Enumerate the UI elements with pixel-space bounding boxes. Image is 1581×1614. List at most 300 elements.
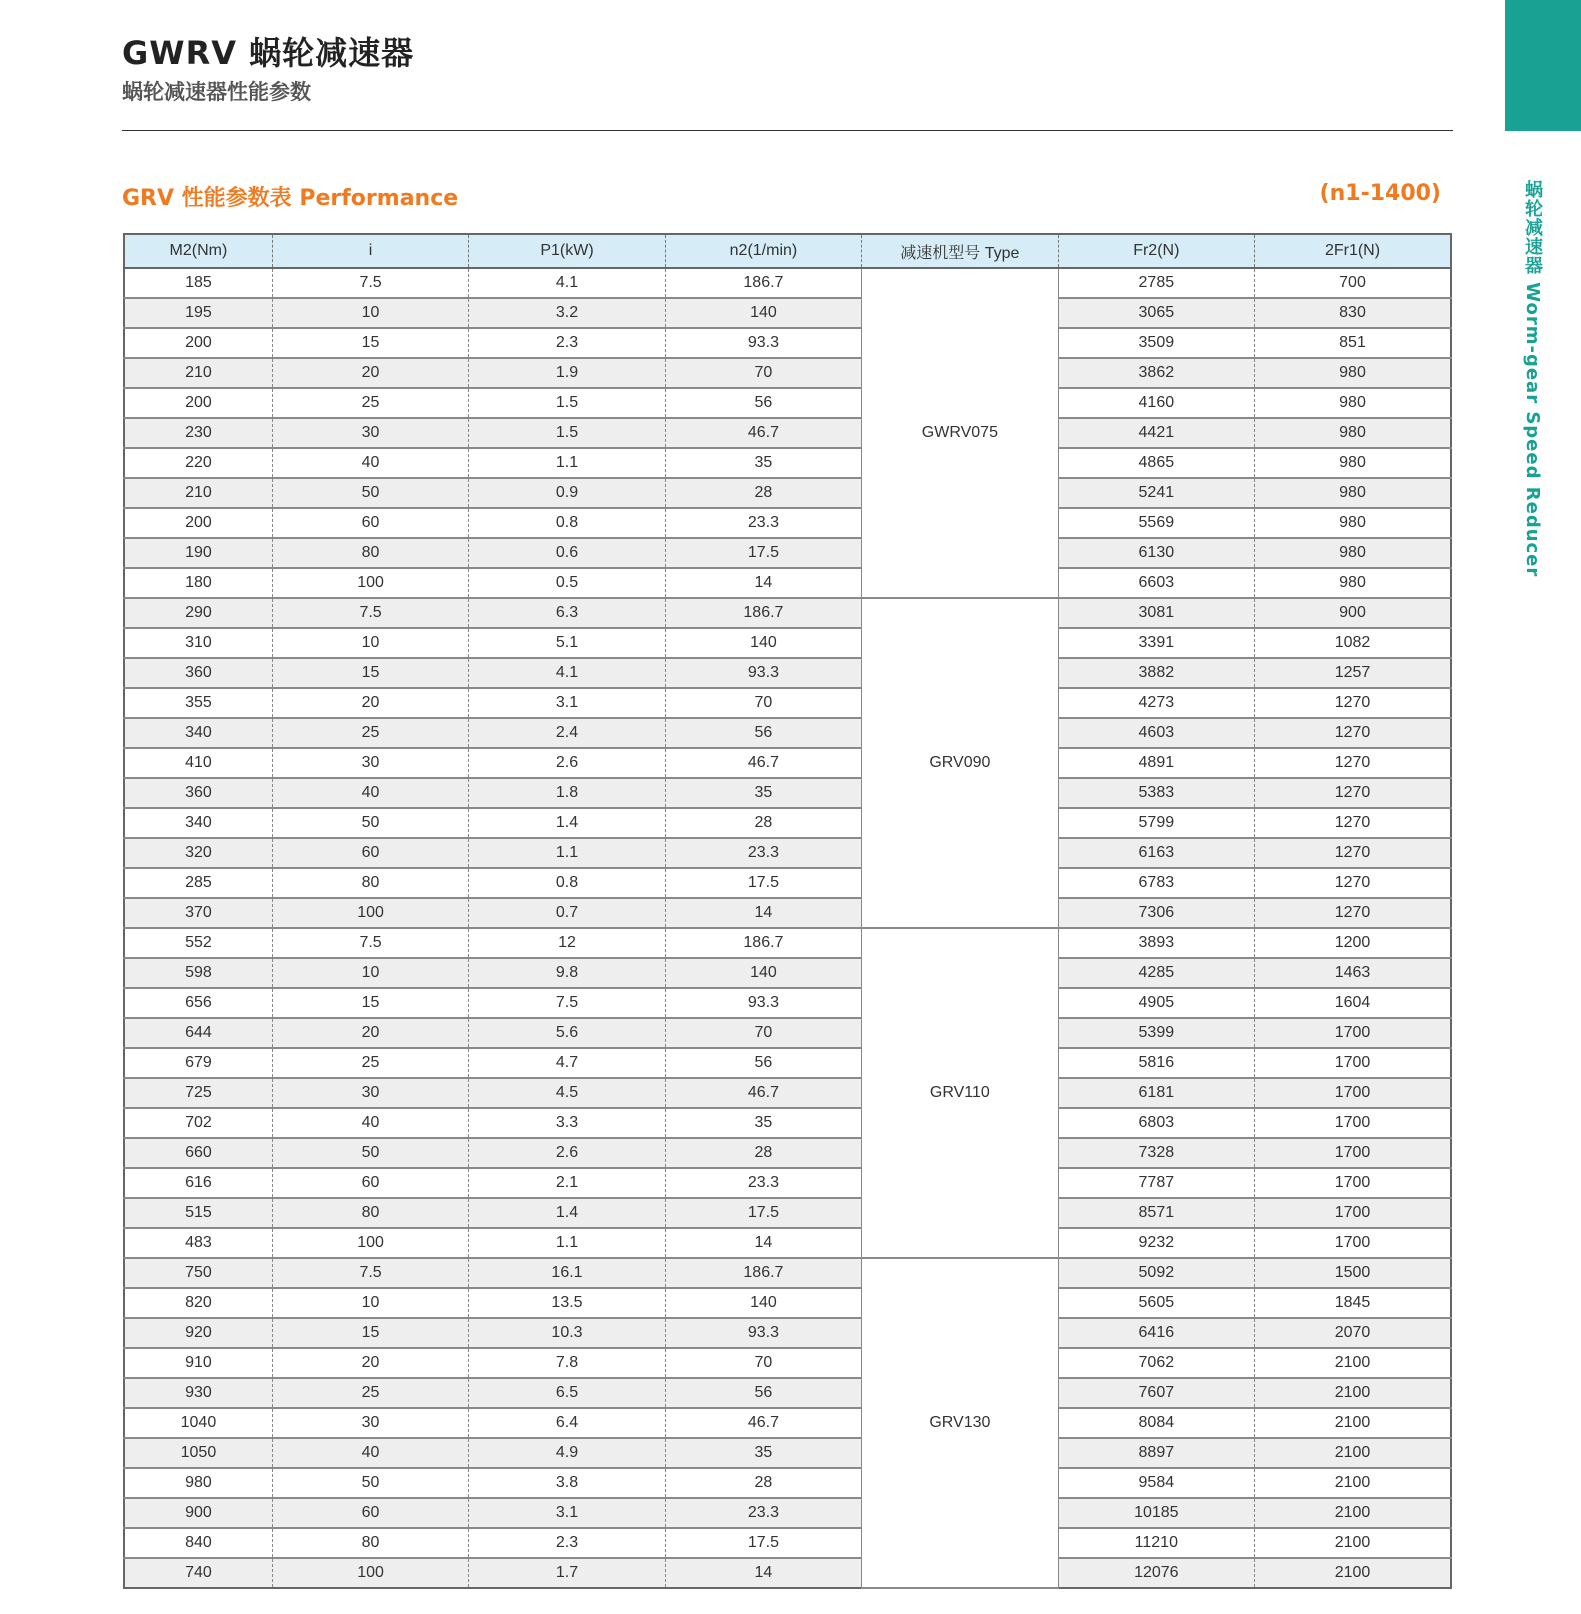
- table-cell: 35: [665, 448, 861, 478]
- table-cell: 5605: [1058, 1288, 1254, 1318]
- table-row: [124, 1408, 1451, 1438]
- table-cell: 46.7: [665, 748, 861, 778]
- table-cell: 4.1: [469, 658, 665, 688]
- table-row: [124, 478, 1451, 508]
- table-cell: 290: [124, 598, 272, 628]
- table-row: [124, 1288, 1451, 1318]
- table-cell: 6416: [1058, 1318, 1254, 1348]
- page-subtitle: 蜗轮减速器性能参数: [122, 80, 311, 104]
- table-row: [124, 1468, 1451, 1498]
- table-cell: 1.4: [469, 808, 665, 838]
- table-cell: 1.9: [469, 358, 665, 388]
- table-cell: 8084: [1058, 1408, 1254, 1438]
- table-row: [124, 1438, 1451, 1468]
- table-cell: 616: [124, 1168, 272, 1198]
- table-cell: 1.1: [469, 448, 665, 478]
- table-cell: 4273: [1058, 688, 1254, 718]
- table-cell: 1082: [1255, 628, 1451, 658]
- table-cell: 25: [272, 1048, 468, 1078]
- column-header: Fr2(N): [1058, 234, 1254, 268]
- table-row: [124, 808, 1451, 838]
- table-cell: 93.3: [665, 1318, 861, 1348]
- table-cell: 1257: [1255, 658, 1451, 688]
- table-cell: 310: [124, 628, 272, 658]
- table-cell: 200: [124, 388, 272, 418]
- table-cell: 200: [124, 508, 272, 538]
- table-cell: 15: [272, 988, 468, 1018]
- table-cell: 50: [272, 1138, 468, 1168]
- table-row: [124, 988, 1451, 1018]
- table-cell: 10185: [1058, 1498, 1254, 1528]
- table-cell: 410: [124, 748, 272, 778]
- table-cell: 17.5: [665, 1528, 861, 1558]
- table-cell: 30: [272, 1078, 468, 1108]
- table-cell: 8571: [1058, 1198, 1254, 1228]
- table-cell: 4905: [1058, 988, 1254, 1018]
- table-cell: 70: [665, 1348, 861, 1378]
- table-row: [124, 928, 1451, 958]
- table-row: [124, 778, 1451, 808]
- table-cell: 320: [124, 838, 272, 868]
- table-cell: 140: [665, 628, 861, 658]
- table-cell: 220: [124, 448, 272, 478]
- table-row: [124, 838, 1451, 868]
- table-cell: 200: [124, 328, 272, 358]
- column-header: P1(kW): [469, 234, 665, 268]
- table-cell: 2.3: [469, 328, 665, 358]
- table-cell: 2070: [1255, 1318, 1451, 1348]
- table-cell: 10: [272, 958, 468, 988]
- table-cell: 5399: [1058, 1018, 1254, 1048]
- table-cell: 4160: [1058, 388, 1254, 418]
- table-cell: 1270: [1255, 778, 1451, 808]
- table-cell: 370: [124, 898, 272, 928]
- table-cell: 6603: [1058, 568, 1254, 598]
- table-cell: 100: [272, 568, 468, 598]
- table-row: [124, 1168, 1451, 1198]
- table-cell: 35: [665, 1438, 861, 1468]
- table-cell: 10: [272, 298, 468, 328]
- table-cell: 7.5: [272, 1258, 468, 1288]
- table-cell: 660: [124, 1138, 272, 1168]
- table-cell: 340: [124, 808, 272, 838]
- table-row: [124, 658, 1451, 688]
- table-cell: 3.3: [469, 1108, 665, 1138]
- table-cell: 5799: [1058, 808, 1254, 838]
- table-cell: 30: [272, 1408, 468, 1438]
- table-cell: 12: [469, 928, 665, 958]
- table-cell: 14: [665, 568, 861, 598]
- table-cell: 2100: [1255, 1348, 1451, 1378]
- table-cell: 2100: [1255, 1498, 1451, 1528]
- table-cell: 0.7: [469, 898, 665, 928]
- table-cell: 1270: [1255, 748, 1451, 778]
- table-cell: 3862: [1058, 358, 1254, 388]
- table-cell: 140: [665, 958, 861, 988]
- table-cell: 5816: [1058, 1048, 1254, 1078]
- table-cell: 1270: [1255, 838, 1451, 868]
- table-cell: 1270: [1255, 718, 1451, 748]
- table-cell: 50: [272, 808, 468, 838]
- side-label: 蜗轮减速器 Worm-gear Speed Reducer: [1522, 180, 1543, 578]
- table-cell: 980: [1255, 478, 1451, 508]
- table-row: [124, 1378, 1451, 1408]
- table-cell: 851: [1255, 328, 1451, 358]
- table-cell: 186.7: [665, 598, 861, 628]
- table-cell: 230: [124, 418, 272, 448]
- table-cell: 5241: [1058, 478, 1254, 508]
- table-cell: 210: [124, 358, 272, 388]
- table-cell: 980: [1255, 568, 1451, 598]
- table-cell: 80: [272, 538, 468, 568]
- table-cell: 5092: [1058, 1258, 1254, 1288]
- table-cell: 1040: [124, 1408, 272, 1438]
- table-cell: 4.5: [469, 1078, 665, 1108]
- table-cell: 1.7: [469, 1558, 665, 1588]
- table-cell: 920: [124, 1318, 272, 1348]
- table-cell: 17.5: [665, 1198, 861, 1228]
- table-cell: 0.9: [469, 478, 665, 508]
- table-cell: 1604: [1255, 988, 1451, 1018]
- table-cell: 3509: [1058, 328, 1254, 358]
- table-cell: 6.3: [469, 598, 665, 628]
- table-cell: 2100: [1255, 1378, 1451, 1408]
- table-cell: 28: [665, 478, 861, 508]
- table-cell: 186.7: [665, 928, 861, 958]
- table-cell: 285: [124, 868, 272, 898]
- table-row: [124, 718, 1451, 748]
- table-row: [124, 1138, 1451, 1168]
- table-row: [124, 1108, 1451, 1138]
- table-cell: 140: [665, 1288, 861, 1318]
- table-cell: 30: [272, 748, 468, 778]
- table-cell: 7.5: [469, 988, 665, 1018]
- column-header: 减速机型号 Type: [862, 234, 1058, 268]
- table-cell: 35: [665, 778, 861, 808]
- table-cell: 820: [124, 1288, 272, 1318]
- table-cell: 40: [272, 1438, 468, 1468]
- table-cell: 210: [124, 478, 272, 508]
- table-cell: 6181: [1058, 1078, 1254, 1108]
- table-cell: 1050: [124, 1438, 272, 1468]
- table-cell: 0.8: [469, 868, 665, 898]
- table-cell: 4603: [1058, 718, 1254, 748]
- table-cell: 340: [124, 718, 272, 748]
- table-row: [124, 1528, 1451, 1558]
- table-row: [124, 748, 1451, 778]
- table-row: [124, 1078, 1451, 1108]
- table-cell: 360: [124, 778, 272, 808]
- table-row: [124, 958, 1451, 988]
- table-cell: 1270: [1255, 688, 1451, 718]
- table-cell: 1700: [1255, 1198, 1451, 1228]
- table-cell: 186.7: [665, 268, 861, 298]
- table-cell: 1.1: [469, 1228, 665, 1258]
- table-row: [124, 1258, 1451, 1288]
- table-cell: 2.6: [469, 1138, 665, 1168]
- table-cell: 3882: [1058, 658, 1254, 688]
- table-cell: 2100: [1255, 1558, 1451, 1588]
- table-cell: 23.3: [665, 1168, 861, 1198]
- page-title: GWRV 蜗轮减速器: [122, 34, 415, 72]
- table-cell: 13.5: [469, 1288, 665, 1318]
- table-cell: 28: [665, 1468, 861, 1498]
- table-cell: 1700: [1255, 1048, 1451, 1078]
- table-row: [124, 268, 1451, 298]
- table-cell: 656: [124, 988, 272, 1018]
- table-cell: 1500: [1255, 1258, 1451, 1288]
- table-cell: 1270: [1255, 868, 1451, 898]
- table-cell: 20: [272, 688, 468, 718]
- table-cell: 6783: [1058, 868, 1254, 898]
- table-cell: 7.5: [272, 268, 468, 298]
- table-cell: 140: [665, 298, 861, 328]
- table-cell: 100: [272, 1228, 468, 1258]
- table-cell: 0.5: [469, 568, 665, 598]
- table-cell: 750: [124, 1258, 272, 1288]
- table-row: [124, 628, 1451, 658]
- table-cell: 28: [665, 808, 861, 838]
- table-cell: 830: [1255, 298, 1451, 328]
- table-cell: 23.3: [665, 508, 861, 538]
- table-row: [124, 538, 1451, 568]
- table-cell: 50: [272, 1468, 468, 1498]
- table-cell: 6803: [1058, 1108, 1254, 1138]
- table-row: [124, 1018, 1451, 1048]
- table-cell: 0.8: [469, 508, 665, 538]
- table-cell: 25: [272, 1378, 468, 1408]
- table-cell: 3.1: [469, 1498, 665, 1528]
- table-cell: 40: [272, 1108, 468, 1138]
- table-cell: 3.8: [469, 1468, 665, 1498]
- table-cell: 186.7: [665, 1258, 861, 1288]
- table-cell: 1.5: [469, 418, 665, 448]
- table-cell: 25: [272, 718, 468, 748]
- table-row: [124, 298, 1451, 328]
- table-cell: 2.1: [469, 1168, 665, 1198]
- table-cell: 10: [272, 628, 468, 658]
- table-cell: 9.8: [469, 958, 665, 988]
- table-cell: 2100: [1255, 1408, 1451, 1438]
- table-cell: 7328: [1058, 1138, 1254, 1168]
- table-cell: 25: [272, 388, 468, 418]
- table-cell: 40: [272, 778, 468, 808]
- table-cell: 3391: [1058, 628, 1254, 658]
- table-cell: 360: [124, 658, 272, 688]
- table-cell: 1.4: [469, 1198, 665, 1228]
- table-cell: 60: [272, 1168, 468, 1198]
- table-cell: 483: [124, 1228, 272, 1258]
- table-cell: 900: [1255, 598, 1451, 628]
- table-cell: 598: [124, 958, 272, 988]
- table-cell: 5569: [1058, 508, 1254, 538]
- table-cell: 5383: [1058, 778, 1254, 808]
- table-cell: 980: [1255, 508, 1451, 538]
- table-cell: 552: [124, 928, 272, 958]
- table-cell: 40: [272, 448, 468, 478]
- table-cell: 14: [665, 898, 861, 928]
- table-cell: 2785: [1058, 268, 1254, 298]
- table-cell: 6163: [1058, 838, 1254, 868]
- table-cell: 60: [272, 1498, 468, 1528]
- table-cell: 60: [272, 838, 468, 868]
- table-cell: 1.8: [469, 778, 665, 808]
- table-cell: 644: [124, 1018, 272, 1048]
- table-cell: 23.3: [665, 838, 861, 868]
- table-cell: 515: [124, 1198, 272, 1228]
- section-title: GRV 性能参数表 Performance: [122, 186, 459, 211]
- table-cell: 1700: [1255, 1078, 1451, 1108]
- table-cell: 14: [665, 1558, 861, 1588]
- table-cell: 1.1: [469, 838, 665, 868]
- side-color-tab: [1505, 0, 1581, 131]
- table-cell: 93.3: [665, 658, 861, 688]
- table-header-row: [124, 234, 1451, 268]
- table-cell: 70: [665, 688, 861, 718]
- table-cell: 679: [124, 1048, 272, 1078]
- table-body: [124, 268, 1451, 1588]
- table-cell: 1270: [1255, 808, 1451, 838]
- table-row: [124, 388, 1451, 418]
- table-cell: 1700: [1255, 1108, 1451, 1138]
- table-cell: 725: [124, 1078, 272, 1108]
- table-cell: 2100: [1255, 1468, 1451, 1498]
- table-cell: 180: [124, 568, 272, 598]
- table-cell: 3.1: [469, 688, 665, 718]
- table-cell: 980: [1255, 358, 1451, 388]
- table-cell: 14: [665, 1228, 861, 1258]
- table-cell: 50: [272, 478, 468, 508]
- table-cell: 11210: [1058, 1528, 1254, 1558]
- table-cell: 6130: [1058, 538, 1254, 568]
- table-cell: 5.1: [469, 628, 665, 658]
- table-cell: 1200: [1255, 928, 1451, 958]
- table-cell: 2100: [1255, 1528, 1451, 1558]
- table-cell: 20: [272, 1348, 468, 1378]
- table-cell: 7306: [1058, 898, 1254, 928]
- table-cell: 100: [272, 898, 468, 928]
- table-cell: 4.7: [469, 1048, 665, 1078]
- table-row: [124, 448, 1451, 478]
- table-cell: 1270: [1255, 898, 1451, 928]
- table-row: [124, 1198, 1451, 1228]
- table-cell: 56: [665, 388, 861, 418]
- table-cell: 702: [124, 1108, 272, 1138]
- table-cell: 7.8: [469, 1348, 665, 1378]
- table-cell: 9584: [1058, 1468, 1254, 1498]
- table-cell: 20: [272, 1018, 468, 1048]
- table-cell: 46.7: [665, 1408, 861, 1438]
- table-cell: 7.5: [272, 598, 468, 628]
- table-cell: 10: [272, 1288, 468, 1318]
- table-row: [124, 1348, 1451, 1378]
- table-row: [124, 1228, 1451, 1258]
- table-cell: 8897: [1058, 1438, 1254, 1468]
- table-cell: 30: [272, 418, 468, 448]
- table-row: [124, 598, 1451, 628]
- table-row: [124, 568, 1451, 598]
- table-cell: 15: [272, 658, 468, 688]
- table-row: [124, 1318, 1451, 1348]
- table-cell: 0.6: [469, 538, 665, 568]
- table-cell: 700: [1255, 268, 1451, 298]
- table-cell: 7607: [1058, 1378, 1254, 1408]
- performance-table: [123, 233, 1452, 1589]
- table-cell: 1700: [1255, 1018, 1451, 1048]
- table-cell: 740: [124, 1558, 272, 1588]
- table-cell: 6.5: [469, 1378, 665, 1408]
- table-cell: 15: [272, 328, 468, 358]
- table-row: [124, 328, 1451, 358]
- table-cell: 1700: [1255, 1228, 1451, 1258]
- table-cell: 190: [124, 538, 272, 568]
- input-speed-condition: (n1-1400): [1319, 181, 1441, 206]
- column-header: i: [272, 234, 468, 268]
- table-cell: 46.7: [665, 1078, 861, 1108]
- model-type-cell: GWRV075: [862, 268, 1058, 598]
- table-cell: 1700: [1255, 1138, 1451, 1168]
- table-cell: 16.1: [469, 1258, 665, 1288]
- column-header: 2Fr1(N): [1255, 234, 1451, 268]
- model-type-cell: GRV090: [862, 598, 1058, 928]
- table-cell: 2.3: [469, 1528, 665, 1558]
- table-cell: 980: [1255, 388, 1451, 418]
- table-cell: 980: [1255, 538, 1451, 568]
- table-cell: 4421: [1058, 418, 1254, 448]
- table-cell: 15: [272, 1318, 468, 1348]
- table-cell: 56: [665, 1378, 861, 1408]
- table-row: [124, 1498, 1451, 1528]
- column-header: M2(Nm): [124, 234, 272, 268]
- table-cell: 70: [665, 1018, 861, 1048]
- table-cell: 23.3: [665, 1498, 861, 1528]
- table-cell: 17.5: [665, 538, 861, 568]
- header-divider: [122, 130, 1453, 131]
- table-cell: 355: [124, 688, 272, 718]
- table-cell: 70: [665, 358, 861, 388]
- table-cell: 93.3: [665, 328, 861, 358]
- table-cell: 4.1: [469, 268, 665, 298]
- table-cell: 980: [1255, 448, 1451, 478]
- model-type-cell: GRV110: [862, 928, 1058, 1258]
- table-cell: 3893: [1058, 928, 1254, 958]
- table-row: [124, 418, 1451, 448]
- table-cell: 930: [124, 1378, 272, 1408]
- table-cell: 60: [272, 508, 468, 538]
- table-cell: 2.6: [469, 748, 665, 778]
- table-cell: 1700: [1255, 1168, 1451, 1198]
- table-cell: 980: [124, 1468, 272, 1498]
- table-cell: 9232: [1058, 1228, 1254, 1258]
- table-cell: 93.3: [665, 988, 861, 1018]
- table-cell: 900: [124, 1498, 272, 1528]
- table-cell: 7787: [1058, 1168, 1254, 1198]
- table-cell: 3065: [1058, 298, 1254, 328]
- table-cell: 3081: [1058, 598, 1254, 628]
- table-cell: 46.7: [665, 418, 861, 448]
- table-row: [124, 1558, 1451, 1588]
- table-row: [124, 868, 1451, 898]
- table-cell: 35: [665, 1108, 861, 1138]
- table-cell: 185: [124, 268, 272, 298]
- table-cell: 12076: [1058, 1558, 1254, 1588]
- table-cell: 4865: [1058, 448, 1254, 478]
- table-cell: 1.5: [469, 388, 665, 418]
- table-cell: 20: [272, 358, 468, 388]
- table-cell: 7.5: [272, 928, 468, 958]
- table-cell: 840: [124, 1528, 272, 1558]
- table-cell: 80: [272, 868, 468, 898]
